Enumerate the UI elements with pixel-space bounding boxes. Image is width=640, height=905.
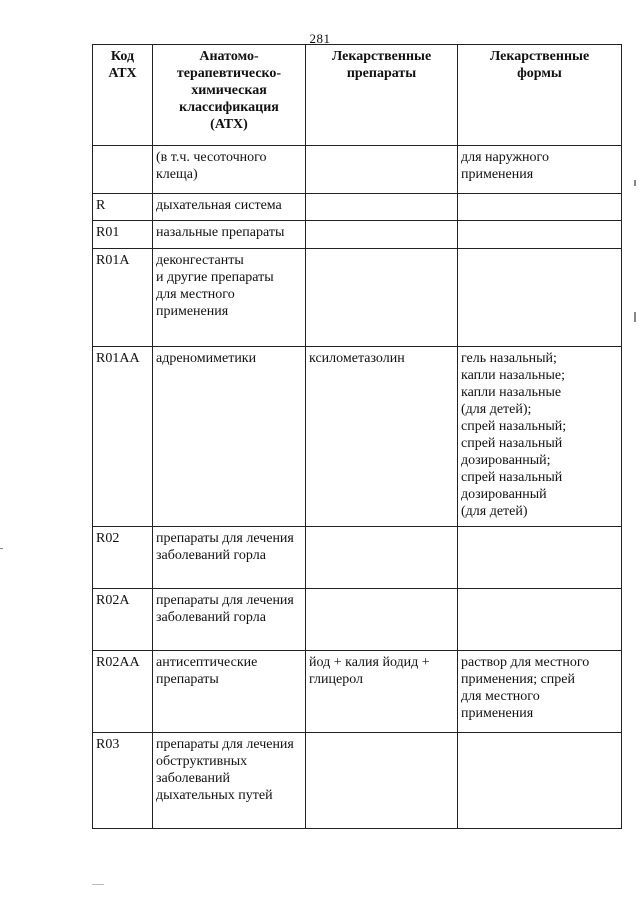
cell-form: [458, 589, 622, 651]
table-row: [93, 194, 622, 221]
cell-code: [93, 146, 153, 194]
cell-form: [458, 527, 622, 589]
table-header-row: [93, 45, 622, 146]
cell-classification: препараты для лечения заболеваний горла: [153, 527, 306, 589]
cell-drug: [306, 146, 458, 194]
cell-drug: ксилометазолин: [306, 347, 458, 527]
cell-drug: [306, 221, 458, 249]
cell-form: [458, 194, 622, 221]
cell-drug: [306, 589, 458, 651]
cell-code: R01AA: [93, 347, 153, 527]
scan-artifact: [634, 312, 636, 322]
cell-classification: адреномиметики: [153, 347, 306, 527]
table-row: [93, 651, 622, 733]
table-row: [93, 733, 622, 829]
cell-classification: дыхательная система: [153, 194, 306, 221]
cell-classification: препараты для лечения заболеваний горла: [153, 589, 306, 651]
cell-classification: (в т.ч. чесоточного клеща): [153, 146, 306, 194]
table-row: [93, 221, 622, 249]
cell-drug: [306, 194, 458, 221]
cell-classification: назальные препараты: [153, 221, 306, 249]
cell-drug: [306, 527, 458, 589]
cell-code: R: [93, 194, 153, 221]
cell-form: гель назальный; капли назальные; капли назальные (для детей); спрей назальный; спрей назальный дозированный; спрей назальный дозированный (для детей): [458, 347, 622, 527]
cell-form: [458, 221, 622, 249]
cell-code: R01A: [93, 249, 153, 347]
cell-classification: препараты для лечения обструктивных заболеваний дыхательных путей: [153, 733, 306, 829]
cell-form: для наружного применения: [458, 146, 622, 194]
cell-drug: йод + калия йодид + глицерол: [306, 651, 458, 733]
table-row: [93, 249, 622, 347]
scan-artifact: [0, 548, 3, 549]
table-row: [93, 146, 622, 194]
cell-code: R02AA: [93, 651, 153, 733]
scan-artifact: [92, 884, 104, 885]
page-number: 281: [309, 31, 331, 46]
cell-form: [458, 733, 622, 829]
header-code: Код АТХ: [93, 45, 153, 146]
cell-drug: [306, 249, 458, 347]
header-drugs: Лекарственные препараты: [306, 45, 458, 146]
cell-code: R02: [93, 527, 153, 589]
header-forms: Лекарственные формы: [458, 45, 622, 146]
cell-classification: антисептические препараты: [153, 651, 306, 733]
cell-code: R01: [93, 221, 153, 249]
atc-table: [92, 44, 622, 829]
scan-artifact: [634, 180, 636, 186]
table-row: [93, 347, 622, 527]
header-classification: Анатомо- терапевтическо- химическая классификация (АТХ): [153, 45, 306, 146]
cell-code: R03: [93, 733, 153, 829]
cell-drug: [306, 733, 458, 829]
table-row: [93, 527, 622, 589]
cell-form: [458, 249, 622, 347]
cell-form: раствор для местного применения; спрей для местного применения: [458, 651, 622, 733]
table-row: [93, 589, 622, 651]
cell-classification: деконгестанты и другие препараты для местного применения: [153, 249, 306, 347]
cell-code: R02A: [93, 589, 153, 651]
